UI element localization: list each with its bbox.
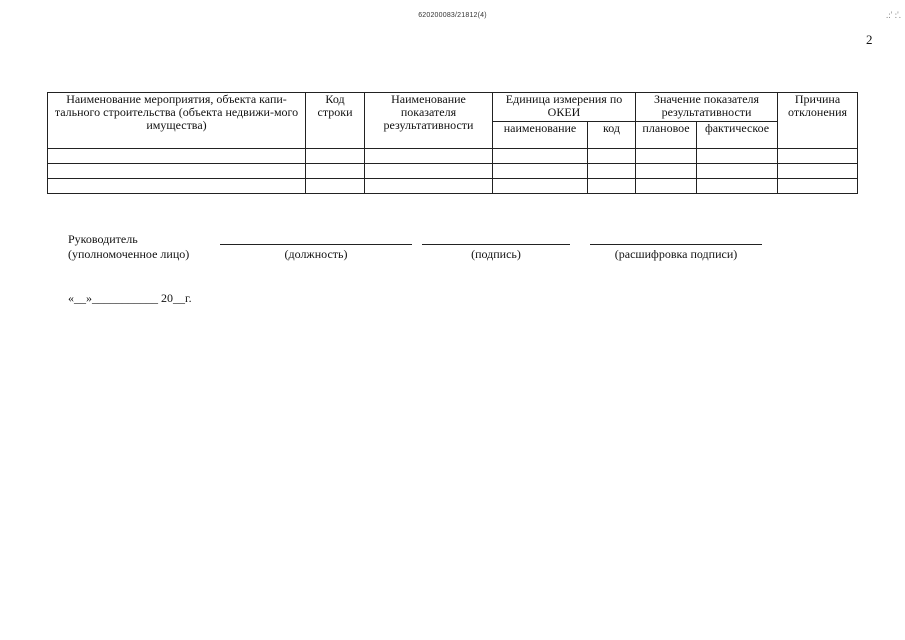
header-deviation-reason: Причина отклонения — [778, 93, 858, 149]
table-row — [48, 164, 858, 179]
table-cell — [493, 164, 588, 179]
header-okei-unit: Единица измерения по ОКЕИ — [493, 93, 636, 122]
header-indicator-name: Наименование показателя результативности — [365, 93, 493, 149]
table-cell — [306, 149, 365, 164]
signature-line — [422, 244, 570, 245]
table-cell — [588, 164, 636, 179]
table-cell — [588, 149, 636, 164]
table-row — [48, 149, 858, 164]
table-cell — [778, 149, 858, 164]
table-cell — [778, 164, 858, 179]
table-cell — [48, 179, 306, 194]
page-number: 2 — [866, 32, 873, 47]
table-cell — [636, 179, 697, 194]
head-label: Руководитель — [68, 232, 138, 246]
table-cell — [493, 149, 588, 164]
header-indicator-value: Значение показателя результативности — [636, 93, 778, 122]
decoding-caption: (расшифровка подписи) — [614, 247, 738, 261]
authorized-person-label: (уполномоченное лицо) — [68, 247, 190, 261]
header-planned: плановое — [636, 122, 697, 149]
table-cell — [48, 164, 306, 179]
header-line-code: Код строки — [306, 93, 365, 149]
position-line — [220, 244, 412, 245]
table-cell — [306, 164, 365, 179]
decoding-line — [590, 244, 762, 245]
signature-block — [68, 232, 848, 272]
table-cell — [365, 149, 493, 164]
table-cell — [636, 164, 697, 179]
scan-mark: .:' :'. — [886, 10, 901, 20]
table-cell — [306, 179, 365, 194]
date-line: «__»___________ 20__г. — [68, 291, 192, 305]
table-cell — [697, 164, 778, 179]
table-cell — [365, 164, 493, 179]
position-caption: (должность) — [284, 247, 348, 261]
header-actual: фактическое — [697, 122, 778, 149]
table-cell — [365, 179, 493, 194]
table-cell — [697, 179, 778, 194]
table-cell — [588, 179, 636, 194]
table-row — [48, 179, 858, 194]
header-okei-name: наименование — [493, 122, 588, 149]
table-cell — [778, 179, 858, 194]
table-cell — [697, 149, 778, 164]
table-cell — [636, 149, 697, 164]
table-cell — [48, 149, 306, 164]
report-table — [47, 92, 858, 194]
document-code: 620200083/21812(4) — [418, 12, 487, 19]
header-event-name: Наименование мероприятия, объекта капи-тального строительства (объекта недвижи-мого имущества) — [48, 93, 306, 149]
signature-caption: (подпись) — [471, 247, 521, 261]
header-okei-code: код — [588, 122, 636, 149]
table-cell — [493, 179, 588, 194]
